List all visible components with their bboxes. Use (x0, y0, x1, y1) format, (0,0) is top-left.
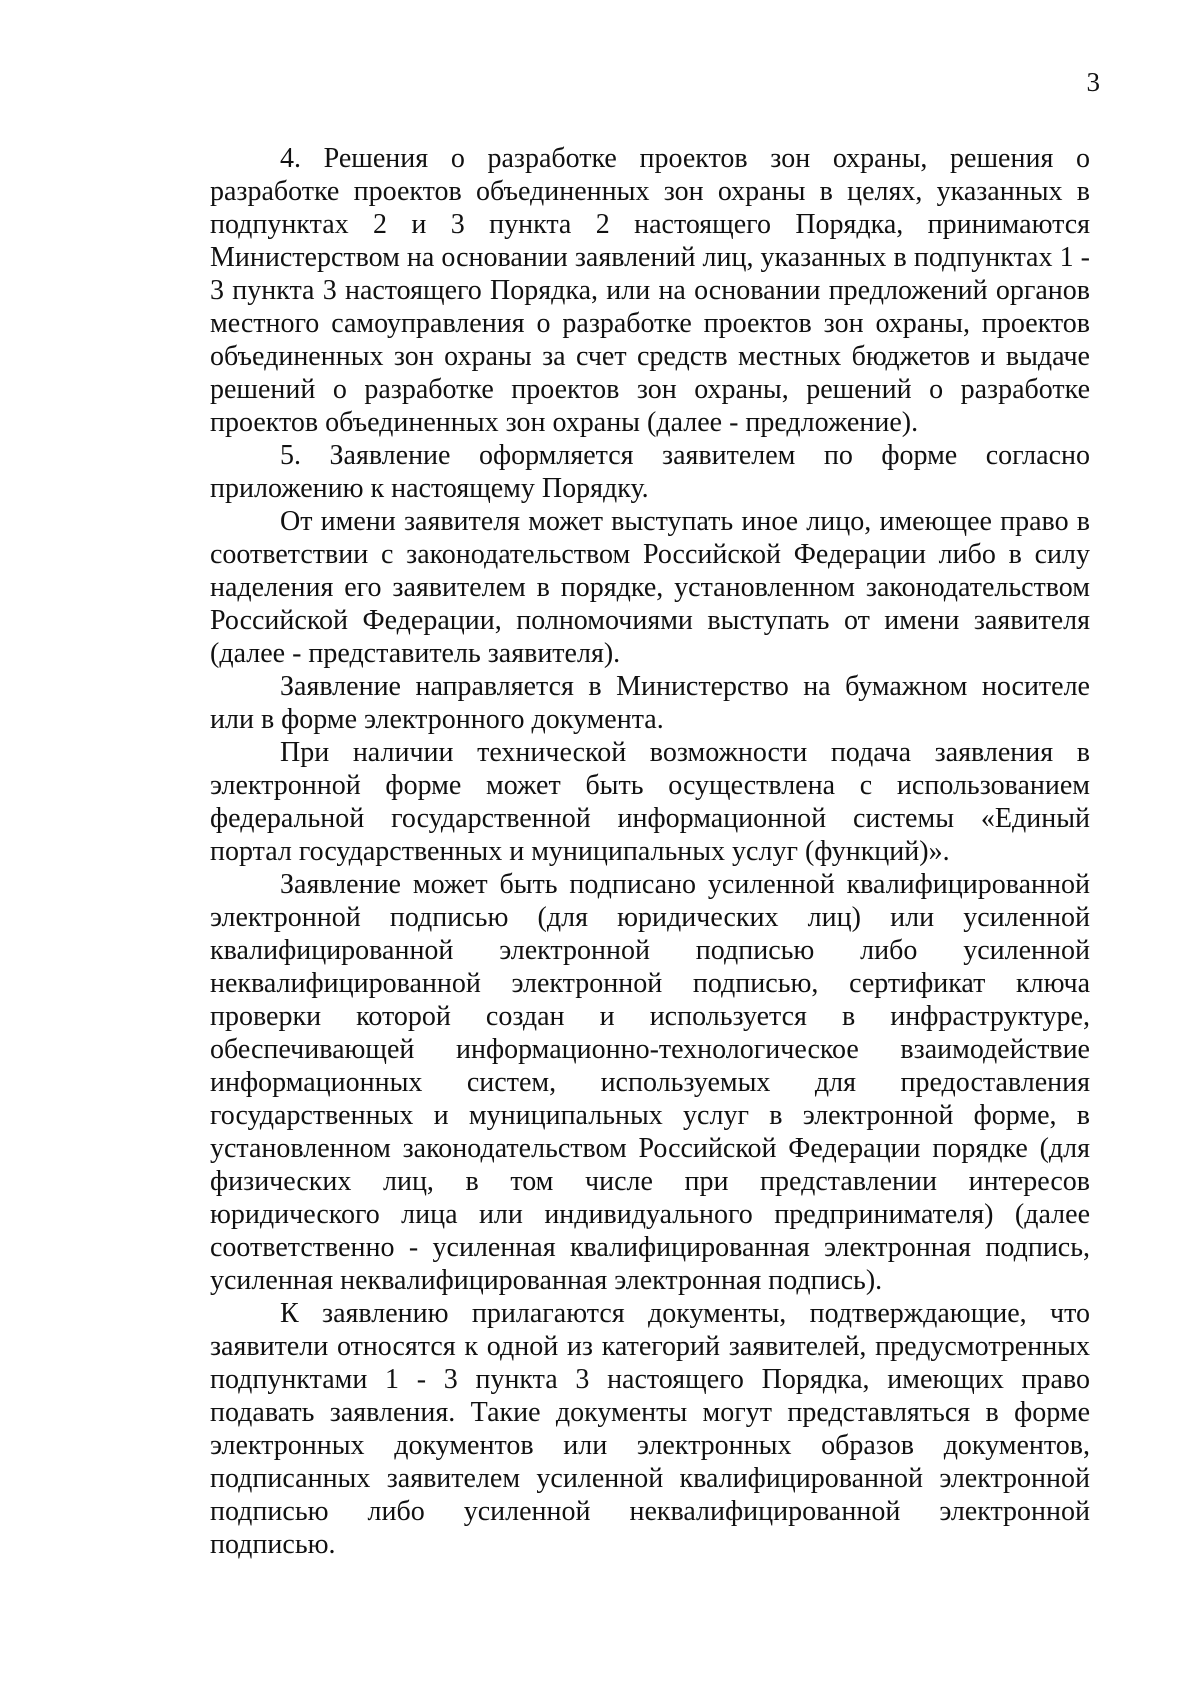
paragraph-submission: Заявление направляется в Министерство на бумажном носителе или в форме электронного документа. (210, 671, 1090, 735)
paragraph-electronic-submission: При наличии технической возможности подача заявления в электронной форме может быть осуществлена с использованием федеральной государственной информационной системы «Единый портал государственных и муниципальных услуг (функций)». (210, 737, 1090, 867)
paragraph-attachments: К заявлению прилагаются документы, подтверждающие, что заявители относятся к одной из категорий заявителей, предусмотренных подпунктами 1 - 3 пункта 3 настоящего Порядка, имеющих право подавать заявления. Такие документы могут представляться в форме электронных документов или электронных образов документов, подписанных заявителем усиленной квалифицированной электронной подписью либо усиленной неквалифицированной электронной подписью. (210, 1298, 1090, 1560)
document-body (210, 142, 1090, 1561)
paragraph-signature: Заявление может быть подписано усиленной квалифицированной электронной подписью (для юридических лиц) или усиленной квалифицированной электронной подписью либо усиленной неквалифицированной электронной подписью, сертификат ключа проверки которой создан и используется в инфраструктуре, обеспечивающей информационно-технологическое взаимодействие информационных систем, используемых для предоставления государственных и муниципальных услуг в электронной форме, в установленном законодательством Российской Федерации порядке (для физических лиц, в том числе при представлении интересов юридического лица или индивидуального предпринимателя) (далее соответственно - усиленная квалифицированная электронная подпись, усиленная неквалифицированная электронная подпись). (210, 869, 1090, 1296)
paragraph-item-5: 5. Заявление оформляется заявителем по форме согласно приложению к настоящему Порядку. (210, 440, 1090, 504)
paragraph-item-4: 4. Решения о разработке проектов зон охраны, решения о разработке проектов объединенных зон охраны в целях, указанных в подпунктах 2 и 3 пункта 2 настоящего Порядка, принимаются Министерством на основании заявлений лиц, указанных в подпунктах 1 - 3 пункта 3 настоящего Порядка, или на основании предложений органов местного самоуправления о разработке проектов зон охраны, проектов объединенных зон охраны за счет средств местных бюджетов и выдаче решений о разработке проектов зон охраны, решений о разработке проектов объединенных зон охраны (далее - предложение). (210, 143, 1090, 438)
paragraph-representative: От имени заявителя может выступать иное лицо, имеющее право в соответствии с законодательством Российской Федерации либо в силу наделения его заявителем в порядке, установленном законодательством Российской Федерации, полномочиями выступать от имени заявителя (далее - представитель заявителя). (210, 506, 1090, 669)
page-number: 3 (1086, 67, 1100, 97)
